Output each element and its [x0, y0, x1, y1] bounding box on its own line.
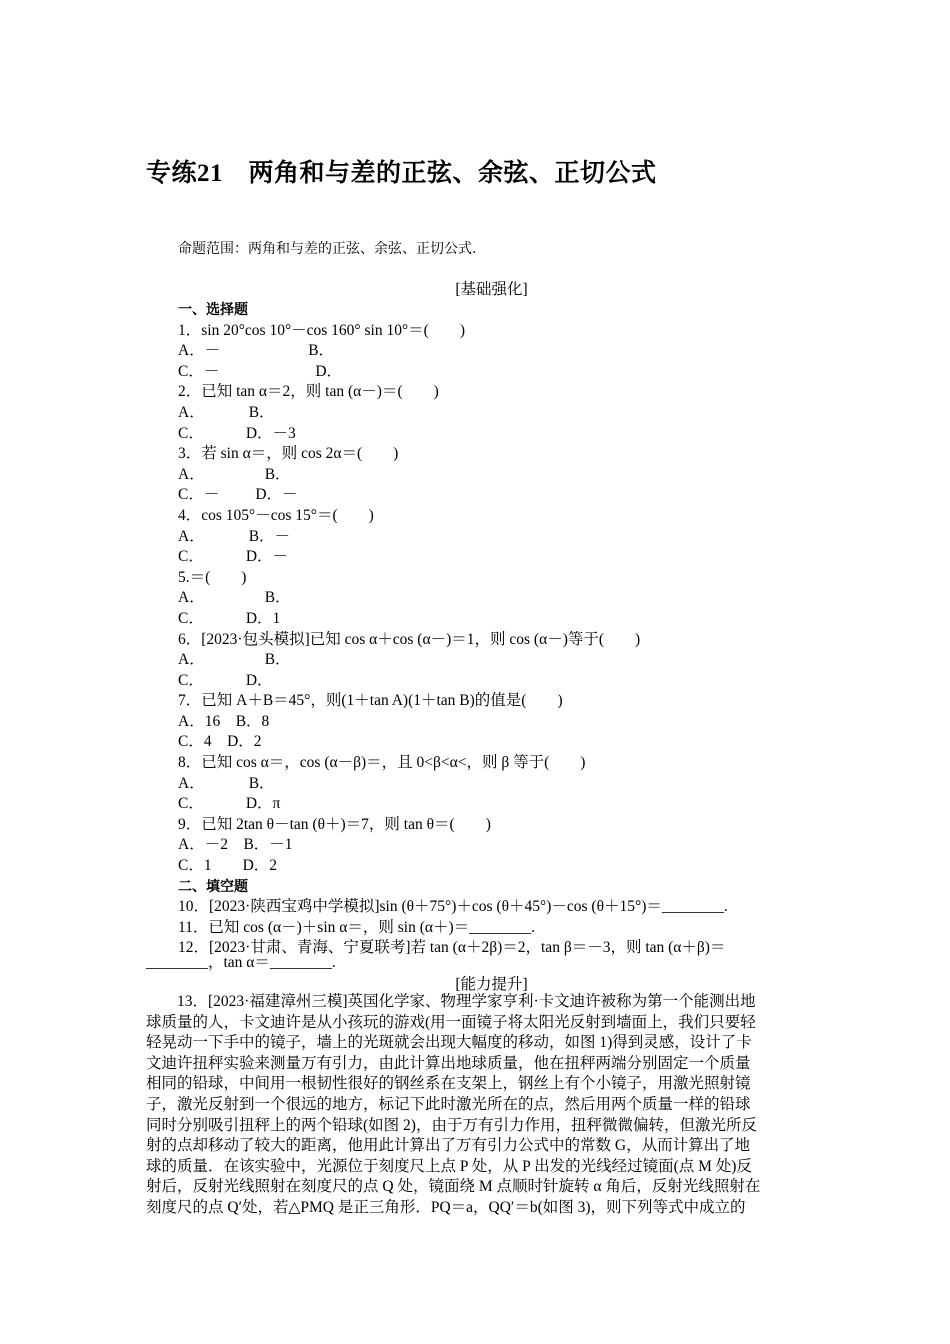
option-d: D．π [245, 795, 281, 813]
question-4-options-ab [178, 527, 818, 548]
topic-scope [178, 238, 476, 258]
page-title: 专练21 两角和与差的正弦、余弦、正切公式 [146, 160, 657, 187]
option-c: C．－ [178, 362, 220, 380]
option-d: D．－ [245, 548, 289, 566]
option-a: A． [178, 403, 205, 421]
question-7-options-ab: A．16 B．8 [178, 712, 270, 730]
option-a: A． [178, 774, 205, 792]
question-7: 7．已知 A＋B＝45°，则(1＋tan A)(1＋tan B)的值是( ) [178, 692, 563, 710]
question-6-options-ab [178, 650, 818, 671]
question-4-options-cd [178, 547, 818, 568]
question-9: 9．已知 2tan θ－tan (θ＋)＝7，则 tan θ＝( ) [178, 815, 491, 833]
question-12-line-1: 12．[2023·甘肃、青海、宁夏联考]若 tan (α＋2β)＝2，tan β＝－3，则 tan (α＋β)＝ [178, 939, 726, 957]
paragraph-line: 文迪许扭秤实验来测量万有引力，由此计算出地球质量，他在扭秤两端分别固定一个质量 [146, 1054, 751, 1072]
option-b: B．－ [248, 527, 291, 545]
question-list [178, 300, 818, 959]
question-2: 2．已知 tan α＝2，则 tan (α－)＝( ) [178, 383, 439, 401]
paragraph-line: 射后，反射光线照射在刻度尺的点 Q 处，镜面绕 M 点顺时针旋转 α 角后，反射光线照射在 [146, 1178, 761, 1196]
paragraph-line: 射的点却移动了较大的距离，他用此计算出了万有引力公式中的常数 G，从而计算出了地 [146, 1137, 751, 1155]
option-d: D．－3 [245, 424, 296, 442]
question-6: 6．[2023·包头模拟]已知 cos α＋cos (α－)＝1，则 cos (α－)等于( ) [178, 630, 641, 648]
option-c: C． [178, 609, 204, 627]
paragraph-line: 相同的铅球，中间用一根韧性很好的钢丝系在支架上，钢丝上有个小镜子，用激光照射镜 [146, 1075, 751, 1093]
question-1: 1．sin 20°cos 10°－cos 160° sin 10°＝( ) [178, 321, 465, 339]
option-a: A． [178, 527, 205, 545]
paragraph-line: 球的质量．在该实验中，光源位于刻度尺上点 P 处，从 P 出发的光线经过镜面(点 M 处)反 [146, 1157, 752, 1175]
option-b: B． [264, 465, 291, 483]
paragraph-line: 球质量的人，卡文迪许是从小孩玩的游戏(用一面镜子将太阳光反射到墙面上，我们只要轻 [146, 1013, 756, 1031]
question-1-options-ab [178, 341, 818, 362]
question-3-options-cd [178, 485, 818, 506]
question-8: 8．已知 cos α＝，cos (α－β)＝，且 0<β<α<，则 β 等于( ) [178, 754, 586, 772]
part-heading-fill: 二、填空题 [178, 878, 248, 895]
option-c: C．－ [178, 486, 220, 504]
question-5: 5.＝( ) [178, 568, 247, 586]
option-c: C． [178, 424, 204, 442]
option-b: B． [248, 403, 275, 421]
option-a: A． [178, 589, 205, 607]
option-d: D． [315, 362, 343, 380]
option-c: C． [178, 548, 204, 566]
option-d: D． [245, 671, 273, 689]
question-9-options-cd: C．1 D．2 [178, 857, 278, 875]
part-heading-choice: 一、选择题 [178, 302, 248, 318]
option-b: B． [264, 651, 291, 669]
question-4: 4．cos 105°－cos 15°＝( ) [178, 506, 374, 524]
option-a: A． [178, 651, 205, 669]
paragraph-line: 刻度尺的点 Q′处，若△PMQ 是正三角形．PQ＝a，QQ′＝b(如图 3)，则下列等式中成立的 [146, 1198, 746, 1216]
question-3: 3．若 sin α＝，则 cos 2α＝( ) [178, 445, 399, 463]
question-8-options-ab [178, 774, 818, 795]
section-advanced-heading: [能力提升] [455, 976, 528, 993]
question-1-options-cd [178, 362, 818, 383]
question-11: 11．已知 cos (α－)＋sin α＝，则 sin (α＋)＝________. [178, 918, 536, 936]
question-6-options-cd [178, 671, 818, 692]
question-2-options-cd [178, 424, 818, 445]
question-9-options-ab: A．－2 B．－1 [178, 836, 293, 854]
option-a: A．－ [178, 342, 221, 360]
option-b: B． [248, 774, 275, 792]
paragraph-line: 13．[2023·福建漳州三模]英国化学家、物理学家亨利·卡文迪许被称为第一个能测出地 [146, 993, 756, 1010]
option-a: A． [178, 465, 205, 483]
option-c: C． [178, 671, 204, 689]
question-3-options-ab [178, 465, 818, 486]
question-12-line-2: ________，tan α＝________. [146, 954, 336, 971]
question-8-options-cd [178, 794, 818, 815]
question-5-options-ab [178, 588, 818, 609]
question-10: 10．[2023·陕西宝鸡中学模拟]sin (θ＋75°)＋cos (θ＋45°)－cos (θ＋15°)＝________. [178, 898, 728, 916]
option-d: D．－ [255, 486, 298, 504]
topic-scope-text: 两角和与差的正弦、余弦、正切公式. [248, 241, 477, 257]
section-basic-heading: [基础强化] [455, 281, 528, 298]
topic-scope-label: 命题范围： [178, 241, 248, 257]
option-b: B． [308, 342, 335, 360]
option-d: D．1 [245, 609, 281, 627]
question-5-options-cd [178, 609, 818, 630]
paragraph-line: 轻晃动一下手中的镜子，墙上的光斑就会出现大幅度的移动，如图 1)得到灵感，设计了卡 [146, 1034, 752, 1052]
question-13-paragraph [146, 992, 808, 1219]
question-7-options-cd: C．4 D．2 [178, 733, 262, 751]
paragraph-line: 子，激光反射到一个很远的地方，标记下此时激光所在的点，然后用两个质量一样的铅球 [146, 1095, 751, 1113]
option-b: B． [264, 589, 291, 607]
question-2-options-ab [178, 403, 818, 424]
option-c: C． [178, 795, 204, 813]
paragraph-line: 同时分别吸引扭秤上的两个铅球(如图 2)，由于万有引力作用，扭秤微微偏转，但激光所反 [146, 1116, 757, 1134]
